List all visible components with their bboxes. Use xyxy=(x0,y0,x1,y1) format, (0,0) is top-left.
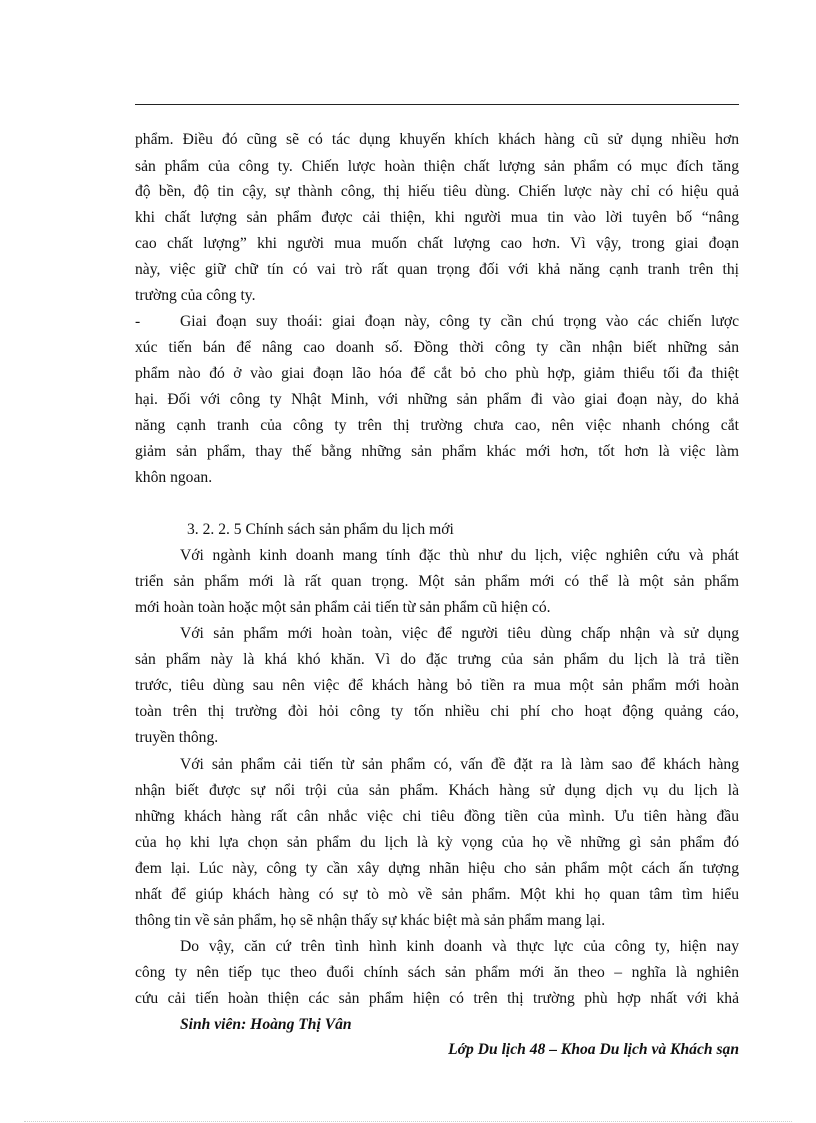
text-line: nhận biết được sự nổi trội của sản phẩm. Khách hàng sử dụng dịch vụ du lịch là xyxy=(135,782,739,799)
text-line: năng cạnh tranh của công ty trên thị trường chưa cao, nên việc nhanh chóng cắt xyxy=(135,417,739,434)
text-line: trường của công ty. xyxy=(135,287,256,304)
text-line: nhất để giúp khách hàng có sự tò mò về sản phẩm. Một khi họ quan tâm tìm hiểu xyxy=(135,886,739,903)
page-bottom-border xyxy=(24,1121,792,1122)
footer-student-name: Sinh viên: Hoàng Thị Vân xyxy=(180,1016,352,1033)
header-rule xyxy=(135,104,739,105)
text-line: này, việc giữ chữ tín có vai trò rất quan trọng đối với khả năng cạnh tranh trên thị xyxy=(135,261,739,278)
text-line: độ bền, độ tin cậy, sự thành công, thị hiếu tiêu dùng. Chiến lược này chỉ có hiệu quả xyxy=(135,183,739,200)
text-line: Do vậy, căn cứ trên tình hình kinh doanh và thực lực của công ty, hiện nay xyxy=(180,938,739,955)
text-line: phẩm nào đó ở vào giai đoạn lão hóa để cắt bỏ cho phù hợp, giảm thiểu tối đa thiệt xyxy=(135,365,739,382)
text-line: toàn trên thị trường đòi hỏi công ty tốn nhiều chi phí cho hoạt động quảng cáo, xyxy=(135,703,739,720)
section-heading: 3. 2. 2. 5 Chính sách sản phẩm du lịch mới xyxy=(187,521,454,538)
text-line: sản phẩm của công ty. Chiến lược hoàn thiện chất lượng sản phẩm có mục đích tăng xyxy=(135,158,739,175)
text-line: xúc tiến bán để nâng cao doanh số. Đồng thời công ty cần nhận biết những sản xyxy=(135,339,739,356)
text-line: triển sản phẩm mới là rất quan trọng. Một sản phẩm mới có thể là một sản phẩm xyxy=(135,573,739,590)
text-line: Với sản phẩm cải tiến từ sản phẩm có, vấn đề đặt ra là làm sao để khách hàng xyxy=(180,756,739,773)
text-line: trước, tiêu dùng sau nên việc để khách hàng bỏ tiền ra mua một sản phẩm mới hoàn xyxy=(135,677,739,694)
text-line: truyền thông. xyxy=(135,729,219,746)
text-line: giảm sản phẩm, thay thế bằng những sản phẩm khác mới hơn, tốt hơn là việc làm xyxy=(135,443,739,460)
text-line: Giai đoạn suy thoái: giai đoạn này, công ty cần chú trọng vào các chiến lược xyxy=(180,313,739,330)
text-line: của họ khi lựa chọn sản phẩm du lịch là kỳ vọng của họ về những gì sản phẩm đó xyxy=(135,834,739,851)
text-line: sản phẩm này là khá khó khăn. Vì do đặc trưng của sản phẩm du lịch là trả tiền xyxy=(135,651,739,668)
text-line: Với ngành kinh doanh mang tính đặc thù như du lịch, việc nghiên cứu và phát xyxy=(180,547,739,564)
text-line: khôn ngoan. xyxy=(135,469,213,486)
footer-class-info: Lớp Du lịch 48 – Khoa Du lịch và Khách sạn xyxy=(448,1041,739,1058)
text-line: đem lại. Lúc này, công ty cần xây dựng nhãn hiệu cho sản phẩm một cách ấn tượng xyxy=(135,860,739,877)
text-line: công ty nên tiếp tục theo đuổi chính sách sản phẩm mới ăn theo – nghĩa là nghiên xyxy=(135,964,739,981)
text-line: hại. Đối với công ty Nhật Minh, với những sản phẩm đi vào giai đoạn này, do khả xyxy=(135,391,739,408)
text-line: khi chất lượng sản phẩm được cải thiện, khi người mua tin vào lời tuyên bố “nâng xyxy=(135,209,739,226)
text-line: Với sản phẩm mới hoàn toàn, việc để người tiêu dùng chấp nhận và sử dụng xyxy=(180,625,739,642)
text-line: mới hoàn toàn hoặc một sản phẩm cải tiến từ sản phẩm cũ hiện có. xyxy=(135,599,551,616)
text-line: cứu cải tiến hoàn thiện các sản phẩm hiện có trên thị trường phù hợp nhất với khả xyxy=(135,990,739,1007)
text-line: những khách hàng rất cân nhắc việc chi tiêu đồng tiền của mình. Ưu tiên hàng đầu xyxy=(135,808,739,825)
bullet-dash: - xyxy=(135,313,141,330)
text-line: thông tin về sản phẩm, họ sẽ nhận thấy sự khác biệt mà sản phẩm mang lại. xyxy=(135,912,606,929)
text-line: phẩm. Điều đó cũng sẽ có tác dụng khuyến khích khách hàng cũ sử dụng nhiều hơn xyxy=(135,131,739,148)
text-line: cao chất lượng” khi người mua muốn chất lượng cao hơn. Vì vậy, trong giai đoạn xyxy=(135,235,739,252)
